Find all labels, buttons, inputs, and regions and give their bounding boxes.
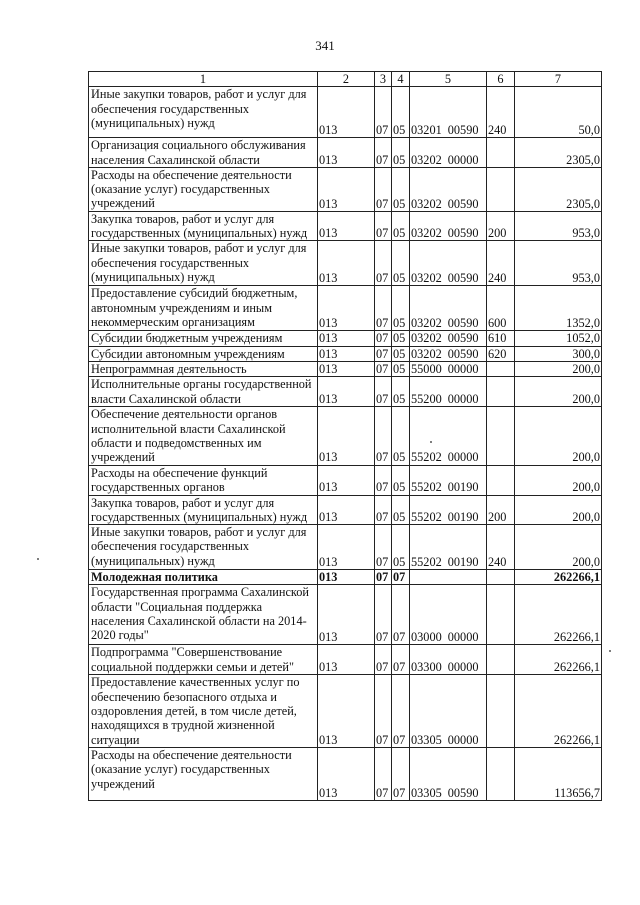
row-section-cell: 07 [375, 645, 392, 675]
row-section-cell: 07 [375, 331, 392, 346]
column-header-target: 5 [410, 72, 487, 87]
target-code-direction: 00000 [447, 392, 479, 407]
row-amount-cell: 300,0 [515, 346, 602, 361]
target-code-direction: 00000 [447, 660, 479, 675]
row-amount-cell: 200,0 [515, 377, 602, 407]
row-section-cell: 07 [375, 241, 392, 286]
row-section-cell: 07 [375, 747, 392, 800]
row-amount-cell: 1352,0 [515, 286, 602, 331]
target-code-program: 55202 [411, 450, 442, 465]
scan-speck [609, 650, 611, 652]
row-expense-type-cell: 610 [487, 331, 515, 346]
row-target-cell [410, 138, 487, 168]
row-name-cell: Расходы на обеспечение деятельности (оказание услуг) государственных учреждений [89, 167, 318, 211]
row-subsection-cell: 07 [392, 675, 410, 747]
row-expense-type-cell: 620 [487, 346, 515, 361]
table-row [89, 407, 602, 465]
row-subsection-cell: 05 [392, 167, 410, 211]
table-body [89, 87, 602, 801]
row-ministry-cell: 013 [318, 465, 375, 495]
table-row [89, 241, 602, 286]
column-header-subsection: 4 [392, 72, 410, 87]
row-section-cell: 07 [375, 585, 392, 645]
page-number: 341 [315, 38, 335, 53]
target-code-direction: 00000 [447, 362, 479, 377]
row-target-cell [410, 87, 487, 138]
row-name-cell: Организация социального обслуживания населения Сахалинской области [89, 138, 318, 168]
row-amount-cell: 262266,1 [515, 585, 602, 645]
target-code-direction: 00000 [447, 152, 479, 167]
target-code-program: 03202 [411, 346, 442, 361]
row-ministry-cell: 013 [318, 346, 375, 361]
row-expense-type-cell [487, 585, 515, 645]
target-code-direction: 00590 [447, 346, 479, 361]
table-row [89, 495, 602, 525]
row-expense-type-cell: 600 [487, 286, 515, 331]
row-amount-cell: 2305,0 [515, 138, 602, 168]
header-row [89, 72, 602, 87]
table-row [89, 585, 602, 645]
row-ministry-cell: 013 [318, 167, 375, 211]
row-ministry-cell: 013 [318, 675, 375, 747]
table-row [89, 362, 602, 377]
target-code-program: 55200 [411, 392, 442, 407]
scan-speck [37, 558, 39, 560]
row-ministry-cell: 013 [318, 570, 375, 585]
table-row [89, 167, 602, 211]
row-section-cell: 07 [375, 167, 392, 211]
table-row [89, 465, 602, 495]
row-expense-type-cell [487, 465, 515, 495]
row-amount-cell: 200,0 [515, 362, 602, 377]
row-ministry-cell: 013 [318, 525, 375, 570]
row-amount-cell: 2305,0 [515, 167, 602, 211]
row-name-cell: Субсидии автономным учреждениям [89, 346, 318, 361]
row-target-cell [410, 167, 487, 211]
row-subsection-cell: 05 [392, 346, 410, 361]
row-section-cell: 07 [375, 211, 392, 241]
table-row [89, 87, 602, 138]
target-code-program: 03202 [411, 316, 442, 331]
target-code-program: 03202 [411, 331, 442, 346]
row-name-cell: Государственная программа Сахалинской области "Социальная поддержка населения Сахалинской области на 2014-2020 годы" [89, 585, 318, 645]
row-target-cell [410, 407, 487, 465]
row-subsection-cell: 05 [392, 211, 410, 241]
target-code-direction: 00590 [447, 331, 479, 346]
row-section-cell: 07 [375, 87, 392, 138]
row-expense-type-cell [487, 747, 515, 800]
budget-table [88, 71, 602, 801]
row-name-cell: Иные закупки товаров, работ и услуг для обеспечения государственных (муниципальных) нужд [89, 87, 318, 138]
row-section-cell: 07 [375, 346, 392, 361]
row-subsection-cell: 05 [392, 241, 410, 286]
row-name-cell: Предоставление качественных услуг по обеспечению безопасного отдыха и оздоровления детей, в том числе детей, находящихся в трудной жизненной ситуации [89, 675, 318, 747]
row-amount-cell: 262266,1 [515, 570, 602, 585]
row-amount-cell: 200,0 [515, 495, 602, 525]
row-subsection-cell: 07 [392, 585, 410, 645]
row-target-cell [410, 585, 487, 645]
row-target-cell [410, 362, 487, 377]
row-subsection-cell: 05 [392, 138, 410, 168]
row-subsection-cell: 05 [392, 87, 410, 138]
target-code-program: 55000 [411, 362, 442, 377]
row-subsection-cell: 05 [392, 407, 410, 465]
row-amount-cell: 200,0 [515, 525, 602, 570]
target-code-direction: 00190 [447, 554, 479, 569]
target-code-program: 03305 [411, 732, 442, 747]
row-name-cell: Субсидии бюджетным учреждениям [89, 331, 318, 346]
row-expense-type-cell [487, 167, 515, 211]
row-ministry-cell: 013 [318, 585, 375, 645]
row-ministry-cell: 013 [318, 138, 375, 168]
row-target-cell [410, 465, 487, 495]
target-code-program: 03202 [411, 196, 442, 211]
target-code-program: 55202 [411, 509, 442, 524]
row-subsection-cell: 07 [392, 747, 410, 800]
row-name-cell: Иные закупки товаров, работ и услуг для обеспечения государственных (муниципальных) нужд [89, 241, 318, 286]
target-code-direction: 00000 [447, 630, 479, 645]
row-section-cell: 07 [375, 362, 392, 377]
target-code-program: 03201 [411, 123, 442, 137]
row-amount-cell: 113656,7 [515, 747, 602, 800]
table-row [89, 331, 602, 346]
row-subsection-cell: 05 [392, 286, 410, 331]
table-row [89, 286, 602, 331]
row-name-cell: Подпрограмма "Совершенствование социальной поддержки семьи и детей" [89, 645, 318, 675]
target-code-program: 03300 [411, 660, 442, 675]
row-amount-cell: 200,0 [515, 465, 602, 495]
target-code-program: 03305 [411, 785, 442, 800]
row-subsection-cell: 07 [392, 645, 410, 675]
column-header-amount: 7 [515, 72, 602, 87]
row-ministry-cell: 013 [318, 362, 375, 377]
row-ministry-cell: 013 [318, 241, 375, 286]
table-row [89, 211, 602, 241]
row-name-cell: Иные закупки товаров, работ и услуг для обеспечения государственных (муниципальных) нужд [89, 525, 318, 570]
row-name-cell: Непрограммная деятельность [89, 362, 318, 377]
column-header-name: 1 [89, 72, 318, 87]
row-subsection-cell: 05 [392, 495, 410, 525]
row-name-cell: Закупка товаров, работ и услуг для государственных (муниципальных) нужд [89, 495, 318, 525]
row-expense-type-cell: 240 [487, 87, 515, 138]
row-section-cell: 07 [375, 407, 392, 465]
target-code-direction: 00590 [447, 271, 479, 286]
table-row [89, 747, 602, 800]
row-ministry-cell: 013 [318, 747, 375, 800]
row-section-cell: 07 [375, 377, 392, 407]
row-target-cell [410, 377, 487, 407]
row-name-cell: Расходы на обеспечение деятельности (оказание услуг) государственных учреждений [89, 747, 318, 800]
table-row [89, 138, 602, 168]
target-code-program: 03202 [411, 271, 442, 286]
row-section-cell: 07 [375, 495, 392, 525]
row-ministry-cell: 013 [318, 286, 375, 331]
row-expense-type-cell [487, 645, 515, 675]
row-target-cell [410, 241, 487, 286]
target-code-program: 03202 [411, 226, 442, 241]
row-expense-type-cell: 240 [487, 241, 515, 286]
row-target-cell [410, 570, 487, 585]
table-row [89, 525, 602, 570]
table-row [89, 377, 602, 407]
row-section-cell: 07 [375, 570, 392, 585]
target-code-program: 03202 [411, 152, 442, 167]
row-section-cell: 07 [375, 465, 392, 495]
target-code-direction: 00000 [447, 732, 479, 747]
column-header-expense-type: 6 [487, 72, 515, 87]
scan-speck [430, 441, 432, 443]
row-ministry-cell: 013 [318, 87, 375, 138]
target-code-program: 03000 [411, 630, 442, 645]
row-amount-cell: 953,0 [515, 241, 602, 286]
table-row [89, 645, 602, 675]
row-expense-type-cell: 240 [487, 525, 515, 570]
row-ministry-cell: 013 [318, 407, 375, 465]
row-expense-type-cell: 200 [487, 495, 515, 525]
row-section-cell: 07 [375, 675, 392, 747]
row-subsection-cell: 05 [392, 377, 410, 407]
row-name-cell: Молодежная политика [89, 570, 318, 585]
row-target-cell [410, 346, 487, 361]
target-code-direction: 00590 [447, 785, 479, 800]
row-target-cell [410, 286, 487, 331]
row-expense-type-cell [487, 362, 515, 377]
row-amount-cell: 1052,0 [515, 331, 602, 346]
row-ministry-cell: 013 [318, 377, 375, 407]
row-expense-type-cell [487, 407, 515, 465]
target-code-direction: 00590 [447, 226, 479, 241]
row-amount-cell: 262266,1 [515, 645, 602, 675]
row-name-cell: Предоставление субсидий бюджетным, автономным учреждениям и иным некоммерческим организациям [89, 286, 318, 331]
target-code-program: 55202 [411, 480, 442, 495]
row-amount-cell: 262266,1 [515, 675, 602, 747]
target-code-direction: 00590 [447, 123, 479, 137]
row-target-cell [410, 645, 487, 675]
target-code-direction: 00590 [447, 316, 479, 331]
target-code-direction: 00590 [447, 196, 479, 211]
row-subsection-cell: 05 [392, 331, 410, 346]
row-section-cell: 07 [375, 525, 392, 570]
row-ministry-cell: 013 [318, 211, 375, 241]
row-amount-cell: 953,0 [515, 211, 602, 241]
row-expense-type-cell: 200 [487, 211, 515, 241]
row-target-cell [410, 675, 487, 747]
row-ministry-cell: 013 [318, 331, 375, 346]
row-section-cell: 07 [375, 286, 392, 331]
target-code-program: 55202 [411, 554, 442, 569]
row-name-cell: Расходы на обеспечение функций государственных органов [89, 465, 318, 495]
row-subsection-cell: 07 [392, 570, 410, 585]
target-code-direction: 00000 [447, 450, 479, 465]
row-subsection-cell: 05 [392, 525, 410, 570]
row-ministry-cell: 013 [318, 645, 375, 675]
row-name-cell: Исполнительные органы государственной власти Сахалинской области [89, 377, 318, 407]
row-target-cell [410, 495, 487, 525]
row-expense-type-cell [487, 570, 515, 585]
row-expense-type-cell [487, 675, 515, 747]
row-ministry-cell: 013 [318, 495, 375, 525]
row-name-cell: Обеспечение деятельности органов исполнительной власти Сахалинской области и подведомственных им учреждений [89, 407, 318, 465]
target-code-direction: 00190 [447, 480, 479, 495]
row-target-cell [410, 525, 487, 570]
table-row [89, 675, 602, 747]
row-target-cell [410, 331, 487, 346]
target-code-direction: 00190 [447, 509, 479, 524]
column-header-ministry: 2 [318, 72, 375, 87]
row-target-cell [410, 747, 487, 800]
table-row [89, 570, 602, 585]
row-target-cell [410, 211, 487, 241]
row-subsection-cell: 05 [392, 465, 410, 495]
table-row [89, 346, 602, 361]
row-name-cell: Закупка товаров, работ и услуг для государственных (муниципальных) нужд [89, 211, 318, 241]
row-section-cell: 07 [375, 138, 392, 168]
row-subsection-cell: 05 [392, 362, 410, 377]
row-amount-cell: 50,0 [515, 87, 602, 138]
row-amount-cell: 200,0 [515, 407, 602, 465]
column-header-section: 3 [375, 72, 392, 87]
row-expense-type-cell [487, 138, 515, 168]
row-expense-type-cell [487, 377, 515, 407]
